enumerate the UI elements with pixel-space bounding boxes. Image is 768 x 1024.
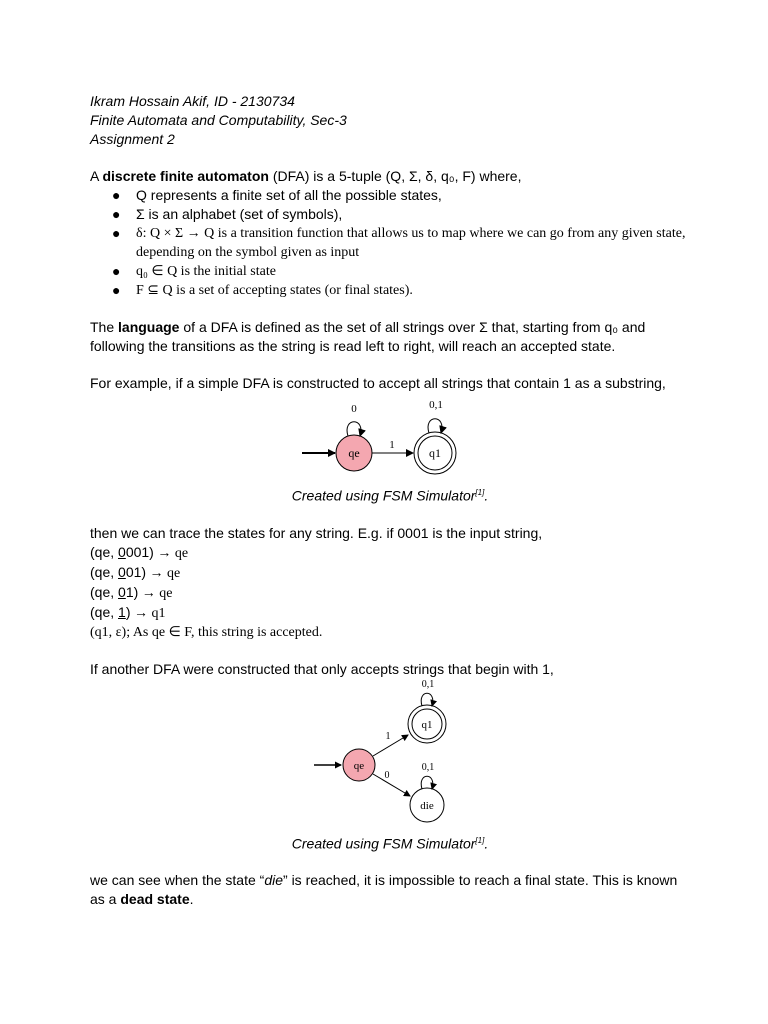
trace-underlined: 0 xyxy=(118,543,126,560)
definition-list xyxy=(90,186,690,300)
list-item xyxy=(90,262,690,281)
trace-pre: (qe, xyxy=(90,563,119,580)
dfa-diagram-1-svg xyxy=(90,393,690,479)
trace-step xyxy=(90,543,690,563)
dfa-diagram-begins-with-1 xyxy=(90,679,690,829)
trace-final: (q1, ε); As qe ∈ F, this string is accepted. xyxy=(90,624,323,640)
language-paragraph xyxy=(90,318,690,337)
intro-suffix: (DFA) is a 5-tuple (Q, Σ, δ, q₀, F) where, xyxy=(268,168,522,184)
edge-qe-q1-label: 1 xyxy=(385,730,391,742)
loop-die-label: 0,1 xyxy=(421,761,435,773)
trace-result: → qe xyxy=(153,545,189,561)
trace-result: → qe xyxy=(146,565,181,581)
caption-2-text: Created using FSM Simulator xyxy=(291,835,476,852)
second-paragraph: If another DFA were constructed that only accepts strings that begin with 1, xyxy=(90,660,554,677)
list-item xyxy=(90,281,690,300)
definition-text: Σ is an alphabet (set of symbols), xyxy=(136,206,343,222)
edge-qe-q1-label: 1 xyxy=(389,439,395,451)
edge-qe-die xyxy=(373,774,410,796)
example-paragraph: For example, if a simple DFA is constructed to accept all strings that contain 1 as a substring, xyxy=(90,375,666,391)
trace-pre: (qe, xyxy=(90,583,119,600)
definition-text: q₀ ∈ Q is the initial state xyxy=(136,264,276,279)
trace-pre: (qe, xyxy=(90,603,119,620)
loop-q1 xyxy=(428,419,442,433)
definition-text: F ⊆ Q is a set of accepting states (or final states). xyxy=(136,283,413,298)
definition-text: Q represents a finite set of all the possible states, xyxy=(136,187,442,203)
trace-result: → q1 xyxy=(130,605,166,621)
state-qe-label: qe xyxy=(353,759,365,772)
trace-rest: 01) xyxy=(125,563,147,580)
list-item xyxy=(90,186,690,205)
caption-2 xyxy=(90,831,690,854)
intro-term: discrete finite automaton xyxy=(102,168,269,184)
state-die-label: die xyxy=(420,799,434,812)
loop-q1 xyxy=(421,693,433,706)
caption-1 xyxy=(90,483,690,506)
dead-state-paragraph xyxy=(90,871,690,890)
language-prefix: The xyxy=(90,319,119,335)
loop-q1-label: 0,1 xyxy=(429,399,443,411)
edge-qe-q1 xyxy=(373,735,408,756)
bullet-icon: ● xyxy=(112,206,121,222)
trace-underlined: 0 xyxy=(118,563,126,580)
assignment-line: Assignment 2 xyxy=(90,131,175,147)
caption-1-end: . xyxy=(484,487,489,504)
language-line2: following the transitions as the string is read left to right, will reach an accepted state. xyxy=(90,338,616,354)
trace-intro: then we can trace the states for any string. E.g. if 0001 is the input string, xyxy=(90,524,543,541)
dead-line2-post: . xyxy=(189,891,194,908)
trace-underlined: 0 xyxy=(118,583,126,600)
trace-rest: 001) xyxy=(125,543,154,560)
intro-prefix: A xyxy=(90,168,103,184)
trace-step xyxy=(90,603,690,623)
dead-line2-pre: as a xyxy=(90,891,121,908)
dead-state-line2 xyxy=(90,890,690,909)
author-line: Ikram Hossain Akif, ID - 2130734 xyxy=(90,93,295,109)
list-item xyxy=(90,205,690,224)
loop-qe xyxy=(347,422,361,436)
caption-1-text: Created using FSM Simulator xyxy=(291,487,476,504)
trace-rest: 1) xyxy=(125,583,139,600)
caption-2-ref: [1] xyxy=(475,835,485,845)
trace-result: → qe xyxy=(138,585,173,601)
definition-text: δ: Q × Σ → Q is a transition function that allows us to map where we can go from any given state, depending on the symbol given as input xyxy=(136,226,686,260)
loop-die xyxy=(421,776,433,789)
dfa-diagram-substring xyxy=(90,393,690,479)
trace-step xyxy=(90,583,690,603)
document-page xyxy=(90,92,690,909)
dfa-diagram-2-svg xyxy=(90,679,690,829)
state-q1-label: q1 xyxy=(429,446,441,460)
dead-line1-pre: we can see when the state “ xyxy=(90,872,265,889)
course-line: Finite Automata and Computability, Sec-3 xyxy=(90,112,347,128)
bullet-icon: ● xyxy=(112,263,121,279)
loop-qe-label: 0 xyxy=(351,403,357,415)
trace-rest: ) xyxy=(125,603,131,620)
trace-step xyxy=(90,563,690,583)
dead-die-word: die xyxy=(264,872,284,889)
language-line1-rest: of a DFA is defined as the set of all strings over Σ that, starting from q₀ and xyxy=(179,319,646,335)
trace-underlined: 1 xyxy=(118,603,126,620)
bullet-icon: ● xyxy=(112,282,121,298)
state-q1-label: q1 xyxy=(421,718,433,731)
list-item xyxy=(90,224,690,262)
caption-1-ref: [1] xyxy=(475,488,485,497)
language-term: language xyxy=(118,319,180,335)
bullet-icon: ● xyxy=(112,187,121,203)
bullet-icon: ● xyxy=(112,225,121,241)
state-qe-label: qe xyxy=(348,446,360,460)
dead-state-term: dead state xyxy=(120,891,190,908)
trace-pre: (qe, xyxy=(90,543,119,560)
intro-paragraph xyxy=(90,167,690,186)
loop-q1-label: 0,1 xyxy=(421,678,435,690)
edge-qe-die-label: 0 xyxy=(384,769,390,781)
caption-2-end: . xyxy=(484,835,489,852)
dead-line1-post: ” is reached, it is impossible to reach a final state. This is known xyxy=(283,872,678,889)
